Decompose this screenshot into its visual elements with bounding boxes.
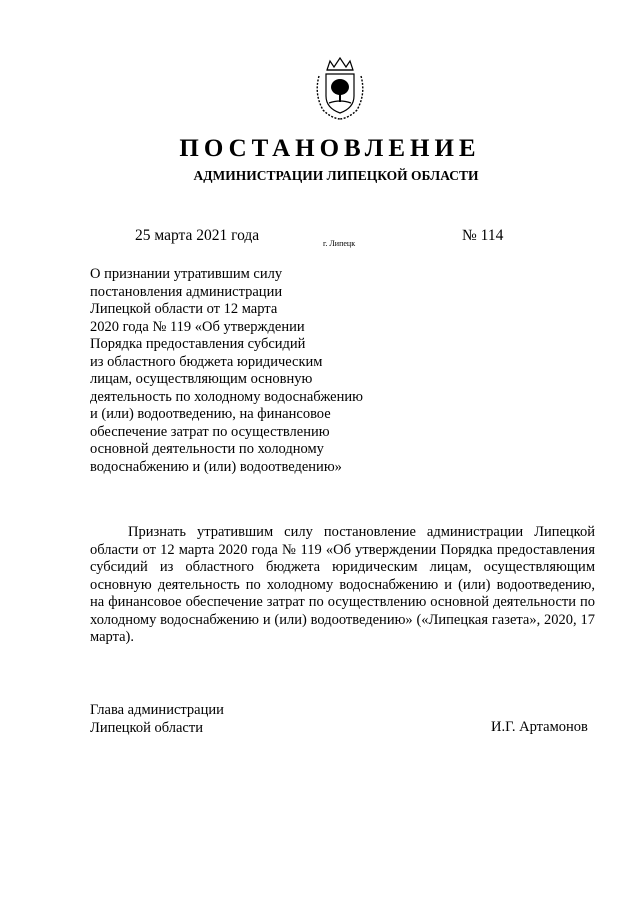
heading-line: обеспечение затрат по осуществлению	[90, 423, 330, 440]
signatory-name: И.Г. Артамонов	[491, 719, 588, 735]
signatory-position-line: Липецкой области	[90, 719, 203, 736]
heading-line: О признании утратившим силу	[90, 266, 283, 282]
signatory-position-line: Глава администрации	[90, 702, 224, 718]
document-number: № 114	[462, 227, 504, 244]
heading-line: деятельность по холодному водоснабжению	[90, 388, 363, 405]
heading-line: и (или) водоотведению, на финансовое	[90, 406, 331, 422]
heading-line: постановления администрации	[90, 283, 283, 300]
document-city: г. Липецк	[323, 239, 356, 248]
heading-line: Порядка предоставления субсидий	[90, 336, 306, 352]
heading-line: основной деятельности по холодному	[90, 441, 324, 457]
signatory-position	[90, 702, 224, 737]
heading-line: 2020 года № 119 «Об утверждении	[90, 318, 305, 335]
document-title: ПОСТАНОВЛЕНИЕ	[179, 135, 481, 162]
heading-line: Липецкой области от 12 марта	[90, 301, 278, 317]
heading-line: из областного бюджета юридическим	[90, 353, 323, 370]
document-heading	[90, 266, 410, 476]
document-date: 25 марта 2021 года	[135, 227, 260, 244]
heading-line: лицам, осуществляющим основную	[90, 371, 313, 387]
coat-of-arms-icon	[313, 56, 367, 120]
body-paragraph: Признать утратившим силу постановление администрации Липецкой области от 12 марта 2020 года № 119 «Об утверждении Порядка предоставления субсидий из областного бюджета юридическим лицам, осуществляющим основную деятельность по холодному водоснабжению и (или) водоотведению, на финансовое обеспечение затрат по осуществлению основной деятельности по холодному водоснабжению и (или) водоотведению» («Липецкая газета», 2020, 17 марта).	[90, 524, 595, 645]
document-subtitle: АДМИНИСТРАЦИИ ЛИПЕЦКОЙ ОБЛАСТИ	[193, 168, 479, 183]
heading-line: водоснабжению и (или) водоотведению»	[90, 458, 342, 475]
